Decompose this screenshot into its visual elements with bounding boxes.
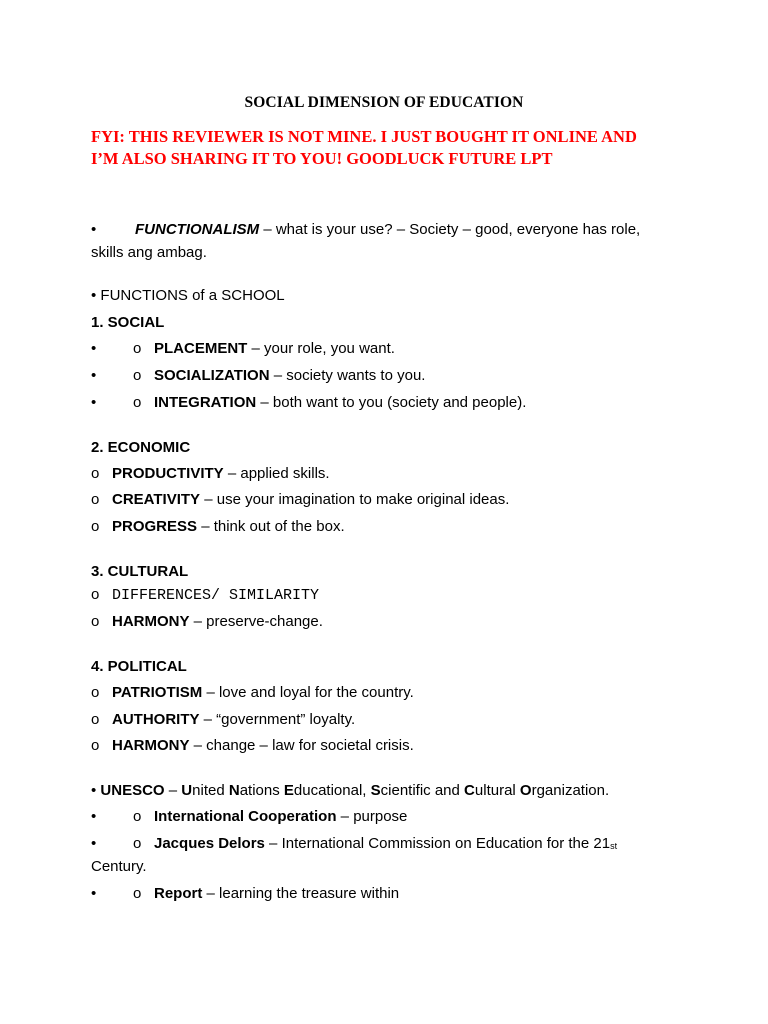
item-text: – purpose	[336, 808, 408, 825]
item-term: SOCIALIZATION	[154, 367, 270, 384]
list-item	[91, 338, 395, 360]
functionalism-text: – what is your use? – Society – good, everyone has role,	[259, 221, 641, 238]
unesco-dash: –	[164, 782, 182, 799]
list-item	[91, 392, 526, 414]
item-text: – society wants to you.	[269, 367, 426, 384]
list-item	[91, 682, 414, 704]
list-item	[91, 365, 425, 387]
sub-bullet-o: o	[133, 340, 142, 357]
functions-heading: • FUNCTIONS of a SCHOOL	[91, 287, 285, 304]
acronym-letter: N	[228, 782, 240, 799]
item-text: – love and loyal for the country.	[202, 684, 414, 701]
list-item	[91, 735, 414, 757]
item-text: – both want to you (society and people).	[256, 394, 527, 411]
sub-bullet-o: o	[133, 367, 142, 384]
item-term: HARMONY	[112, 737, 190, 754]
item-text: – think out of the box.	[197, 518, 345, 535]
bullet: •	[91, 340, 97, 357]
item-term: PLACEMENT	[154, 340, 248, 357]
list-item	[91, 883, 399, 905]
sub-bullet-o: o	[133, 394, 142, 411]
acronym-letter: C	[464, 782, 475, 799]
unesco-term: UNESCO	[100, 782, 165, 799]
bullet: •	[91, 394, 97, 411]
item-text: – preserve-change.	[189, 613, 323, 630]
bullet: •	[91, 835, 97, 852]
acronym-rest: nited	[192, 782, 229, 799]
political-heading: 4. POLITICAL	[91, 658, 187, 675]
item-term: International Cooperation	[154, 808, 337, 825]
acronym-rest: ultural	[474, 782, 520, 799]
list-item	[91, 709, 355, 731]
item-text: – change – law for societal crisis.	[189, 737, 414, 754]
item-text: – your role, you want.	[247, 340, 395, 357]
fyi-notice	[91, 126, 691, 170]
functionalism-line	[91, 219, 640, 241]
page-title: SOCIAL DIMENSION OF EDUCATION	[244, 94, 524, 111]
acronym-letter: E	[283, 782, 294, 799]
acronym-letter: U	[181, 782, 193, 799]
item-term: Report	[154, 885, 203, 902]
list-item	[91, 584, 319, 607]
list-item	[91, 806, 407, 828]
list-item-continuation: Century.	[91, 858, 147, 875]
item-text: – “government” loyalty.	[199, 711, 356, 728]
item-term: CREATIVITY	[112, 491, 201, 508]
fyi-line-1: FYI: THIS REVIEWER IS NOT MINE. I JUST BOUGHT IT ONLINE AND	[91, 127, 637, 146]
list-item	[91, 489, 509, 511]
sub-bullet-o: o	[91, 737, 100, 754]
sub-bullet-o: o	[91, 684, 100, 701]
bullet: •	[91, 885, 97, 902]
acronym-rest: rganization.	[531, 782, 610, 799]
list-item	[91, 611, 323, 633]
sub-bullet-o: o	[91, 586, 100, 603]
social-heading: 1. SOCIAL	[91, 314, 165, 331]
unesco-line	[91, 780, 609, 802]
sub-bullet-o: o	[91, 491, 100, 508]
item-text: – learning the treasure within	[202, 885, 400, 902]
item-term: PATRIOTISM	[112, 684, 203, 701]
sub-bullet-o: o	[91, 518, 100, 535]
bullet: •	[91, 808, 97, 825]
item-term: HARMONY	[112, 613, 190, 630]
fyi-line-2: I’M ALSO SHARING IT TO YOU! GOODLUCK FUTURE LPT	[91, 149, 553, 168]
sub-bullet-o: o	[91, 711, 100, 728]
sub-bullet-o: o	[133, 835, 142, 852]
acronym-rest: ducational,	[293, 782, 371, 799]
functionalism-term: FUNCTIONALISM	[135, 221, 260, 238]
item-text: – International Commission on Education for the 21	[264, 835, 611, 852]
sub-bullet-o: o	[133, 885, 142, 902]
acronym-rest: cientific and	[380, 782, 465, 799]
sub-bullet-o: o	[91, 613, 100, 630]
item-term: Jacques Delors	[154, 835, 265, 852]
bullet: •	[91, 367, 97, 384]
functionalism-line-2: skills ang ambag.	[91, 244, 207, 261]
acronym-letter: O	[519, 782, 532, 799]
list-item	[91, 516, 345, 538]
list-item	[91, 463, 330, 485]
bullet: •	[91, 782, 101, 799]
item-term: AUTHORITY	[112, 711, 200, 728]
acronym-rest: ations	[239, 782, 284, 799]
cultural-heading: 3. CULTURAL	[91, 563, 189, 580]
acronym-letter: S	[370, 782, 381, 799]
list-item	[91, 833, 617, 857]
item-term: INTEGRATION	[154, 394, 257, 411]
sub-bullet-o: o	[133, 808, 142, 825]
economic-heading: 2. ECONOMIC	[91, 439, 191, 456]
bullet: •	[91, 221, 97, 238]
item-text: – use your imagination to make original ideas.	[200, 491, 510, 508]
item-text: DIFFERENCES/ SIMILARITY	[112, 587, 320, 604]
item-term: PRODUCTIVITY	[112, 465, 224, 482]
item-term: PROGRESS	[112, 518, 198, 535]
superscript-st: st	[610, 841, 618, 851]
sub-bullet-o: o	[91, 465, 100, 482]
item-text: – applied skills.	[223, 465, 330, 482]
